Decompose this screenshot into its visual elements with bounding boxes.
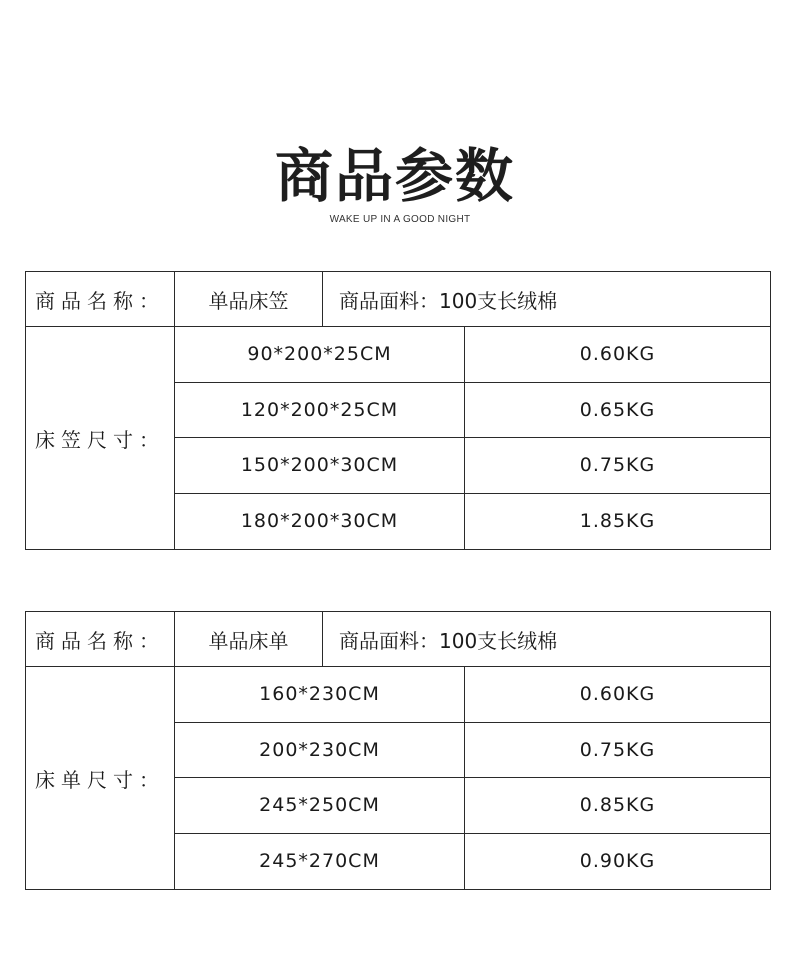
- product-name-label: 商品名称：: [26, 612, 175, 666]
- weight-cell: 0.60KG: [579, 683, 656, 706]
- size-label: 床笠尺寸：: [26, 327, 175, 549]
- weight-cell: 0.75KG: [579, 738, 656, 761]
- fabric-info: 商品面料：100支长绒棉: [339, 288, 558, 313]
- table-row: [175, 383, 770, 439]
- table-row: [175, 834, 770, 890]
- spec-table-flat-sheet: [25, 611, 771, 890]
- weight-cell: 1.85KG: [579, 510, 656, 533]
- spec-table-header-row: [26, 272, 770, 327]
- table-row: [175, 723, 770, 779]
- page-title: 商品参数: [274, 142, 515, 210]
- size-section: [26, 667, 770, 889]
- size-cell: 180*200*30CM: [175, 494, 465, 550]
- table-row: [175, 438, 770, 494]
- fabric-info: 商品面料：100支长绒棉: [339, 628, 558, 653]
- weight-cell: 0.90KG: [579, 850, 656, 873]
- weight-cell: 0.60KG: [579, 343, 656, 366]
- size-cell: 150*200*30CM: [175, 438, 465, 493]
- page-subtitle: WAKE UP IN A GOOD NIGHT: [329, 214, 471, 225]
- size-cell: 200*230CM: [175, 723, 465, 778]
- product-name-value: 单品床笠: [175, 272, 323, 326]
- size-rows: [175, 327, 770, 549]
- table-row: [175, 667, 770, 723]
- table-row: [175, 778, 770, 834]
- spec-table-fitted-sheet: [25, 271, 771, 550]
- size-label: 床单尺寸：: [26, 667, 175, 889]
- weight-cell: 0.75KG: [579, 454, 656, 477]
- product-name-value: 单品床单: [175, 612, 323, 666]
- size-cell: 245*270CM: [175, 834, 465, 890]
- table-row: [175, 327, 770, 383]
- size-cell: 90*200*25CM: [175, 327, 465, 382]
- size-cell: 245*250CM: [175, 778, 465, 833]
- weight-cell: 0.65KG: [579, 398, 656, 421]
- product-name-label: 商品名称：: [26, 272, 175, 326]
- size-rows: [175, 667, 770, 889]
- weight-cell: 0.85KG: [579, 794, 656, 817]
- size-cell: 120*200*25CM: [175, 383, 465, 438]
- size-section: [26, 327, 770, 549]
- table-row: [175, 494, 770, 550]
- spec-table-header-row: [26, 612, 770, 667]
- size-cell: 160*230CM: [175, 667, 465, 722]
